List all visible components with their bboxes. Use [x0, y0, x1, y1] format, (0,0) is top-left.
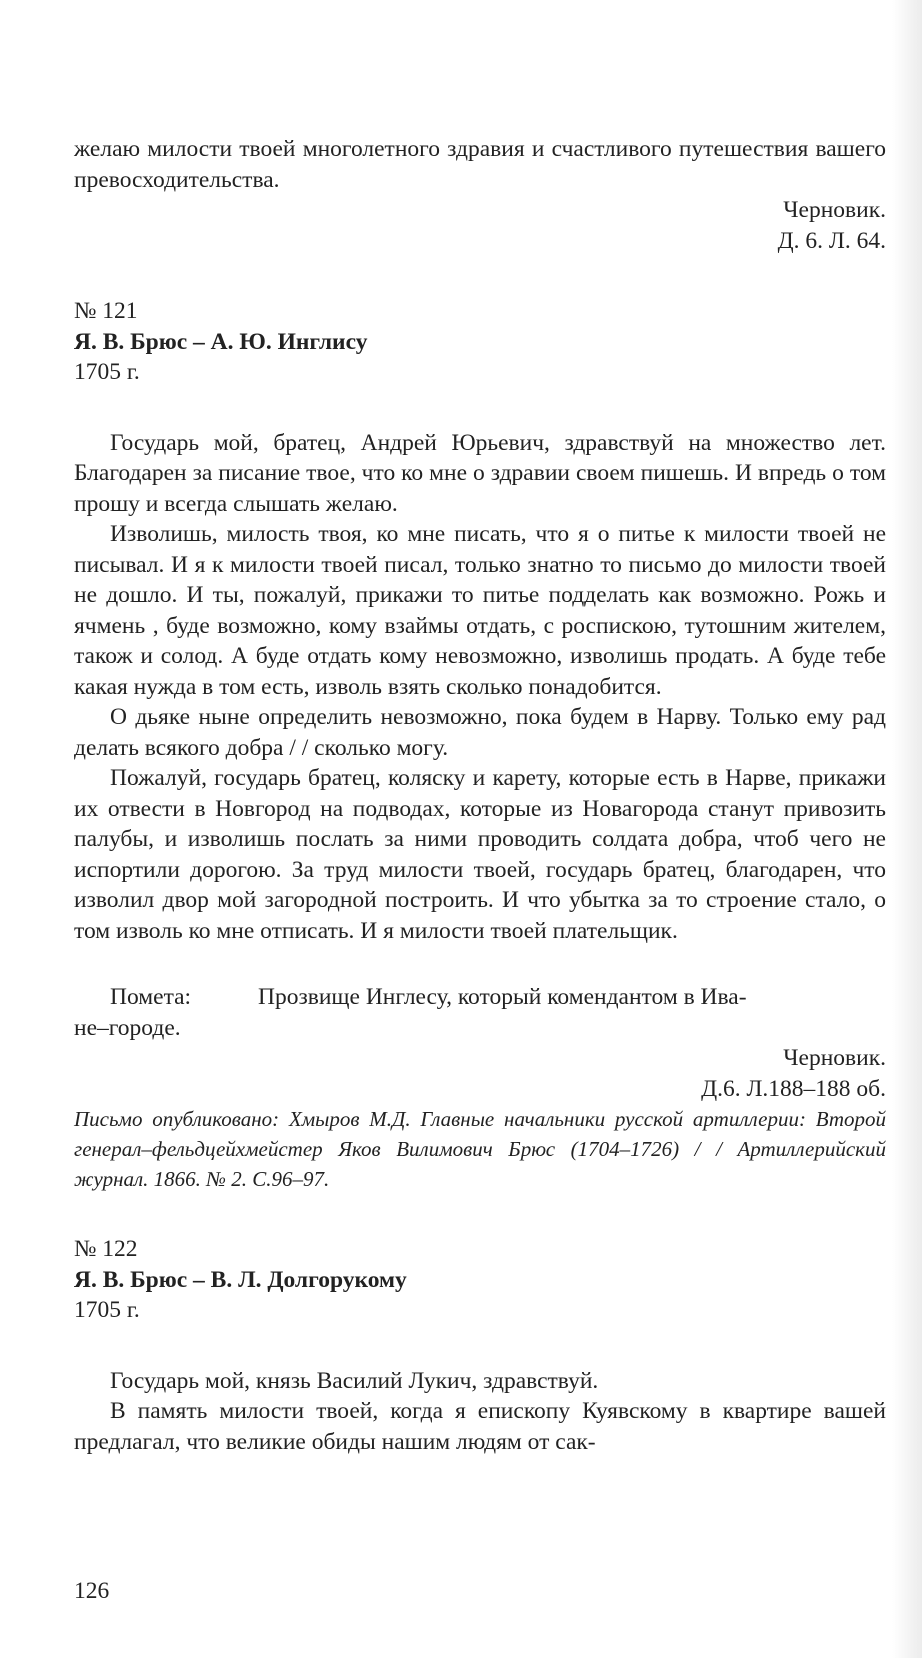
- doc-121-publication: Письмо опубликовано: Хмыров М.Д. Главные начальники русской артиллерии: Второй генерал–фельдцейхмейстер Яков Вилимович Брюс (1704–1726) / / Артиллерийский журнал. 1866. № 2. С.96–97.: [74, 1107, 886, 1191]
- page-number: 126: [74, 1578, 110, 1604]
- doc-121-note: [74, 982, 886, 1013]
- doc-122-title: Я. В. Брюс – В. Л. Долгорукому: [74, 1266, 407, 1293]
- doc-121-note-label: Помета:: [110, 984, 192, 1010]
- doc-121-paragraph: Пожалуй, государь братец, коляску и карету, которые есть в Нарве, прикажи их отвести в Новгород на подводах, которые из Новагорода станут привозить палубы, и изволишь послать за ними проводить солдата добра, чтоб чего не испортили дорогою. За труд милости твоей, государь братец, благодарен, что изволил двор мой загородной построить. И что убытка за то строение стало, о том изволь ко мне отписать. И я милости твоей плательщик.: [74, 765, 886, 944]
- continuation-text: желаю милости твоей многолетного здравия и счастливого путешествия вашего превосходительства.: [74, 136, 886, 193]
- doc-121-source-ref: Д.6. Л.188–188 об.: [701, 1075, 886, 1102]
- doc-121-note-text-continued: не–городе.: [74, 1014, 181, 1041]
- page-edge-shadow: [892, 0, 922, 1658]
- doc-121-paragraph: Изволишь, милость твоя, ко мне писать, что я о питье к милости твоей не писывал. И я к милости твоей писал, только знатно то письмо до милости твоей не дошло. И ты, пожалуй, прикажи то питье подделать как возможно. Рожь и ячмень , буде возможно, кому взаймы отдать, с роспискою, тутошним жителем, також и солод. А буде отдать кому невозможно, изволишь продать. А буде тебе какая нужда в том есть, изволь взять сколько понадобится.: [74, 521, 886, 700]
- page-body: [74, 134, 886, 1457]
- doc-121-year: 1705 г.: [74, 359, 140, 385]
- doc-121-note-text: Прозвище Инглесу, который комендантом в Ива-: [258, 984, 747, 1010]
- doc-121-paragraph: О дьяке ныне определить невозможно, пока будем в Нарву. Только ему рад делать всякого добра / / сколько могу.: [74, 704, 886, 761]
- doc-121-number: № 121: [74, 298, 138, 324]
- doc-121-source-type: Черновик.: [783, 1045, 886, 1071]
- doc-121-paragraph: Государь мой, братец, Андрей Юрьевич, здравствуй на множество лет. Благодарен за писание твое, что ко мне о здравии своем пишешь. И впредь о том прошу и всегда слышать желаю.: [74, 429, 886, 517]
- doc-121-title: Я. В. Брюс – А. Ю. Инглису: [74, 328, 368, 355]
- doc-122-number: № 122: [74, 1236, 138, 1262]
- continuation-source-ref: Д. 6. Л. 64.: [777, 227, 886, 254]
- doc-122-year: 1705 г.: [74, 1297, 140, 1323]
- doc-122-paragraph: В память милости твоей, когда я епископу Куявскому в квартире вашей предлагал, что великие обиды нашим людям от сак-: [74, 1398, 886, 1455]
- continuation-source-type: Черновик.: [783, 197, 886, 223]
- doc-122-paragraph: Государь мой, князь Василий Лукич, здравствуй.: [110, 1367, 599, 1394]
